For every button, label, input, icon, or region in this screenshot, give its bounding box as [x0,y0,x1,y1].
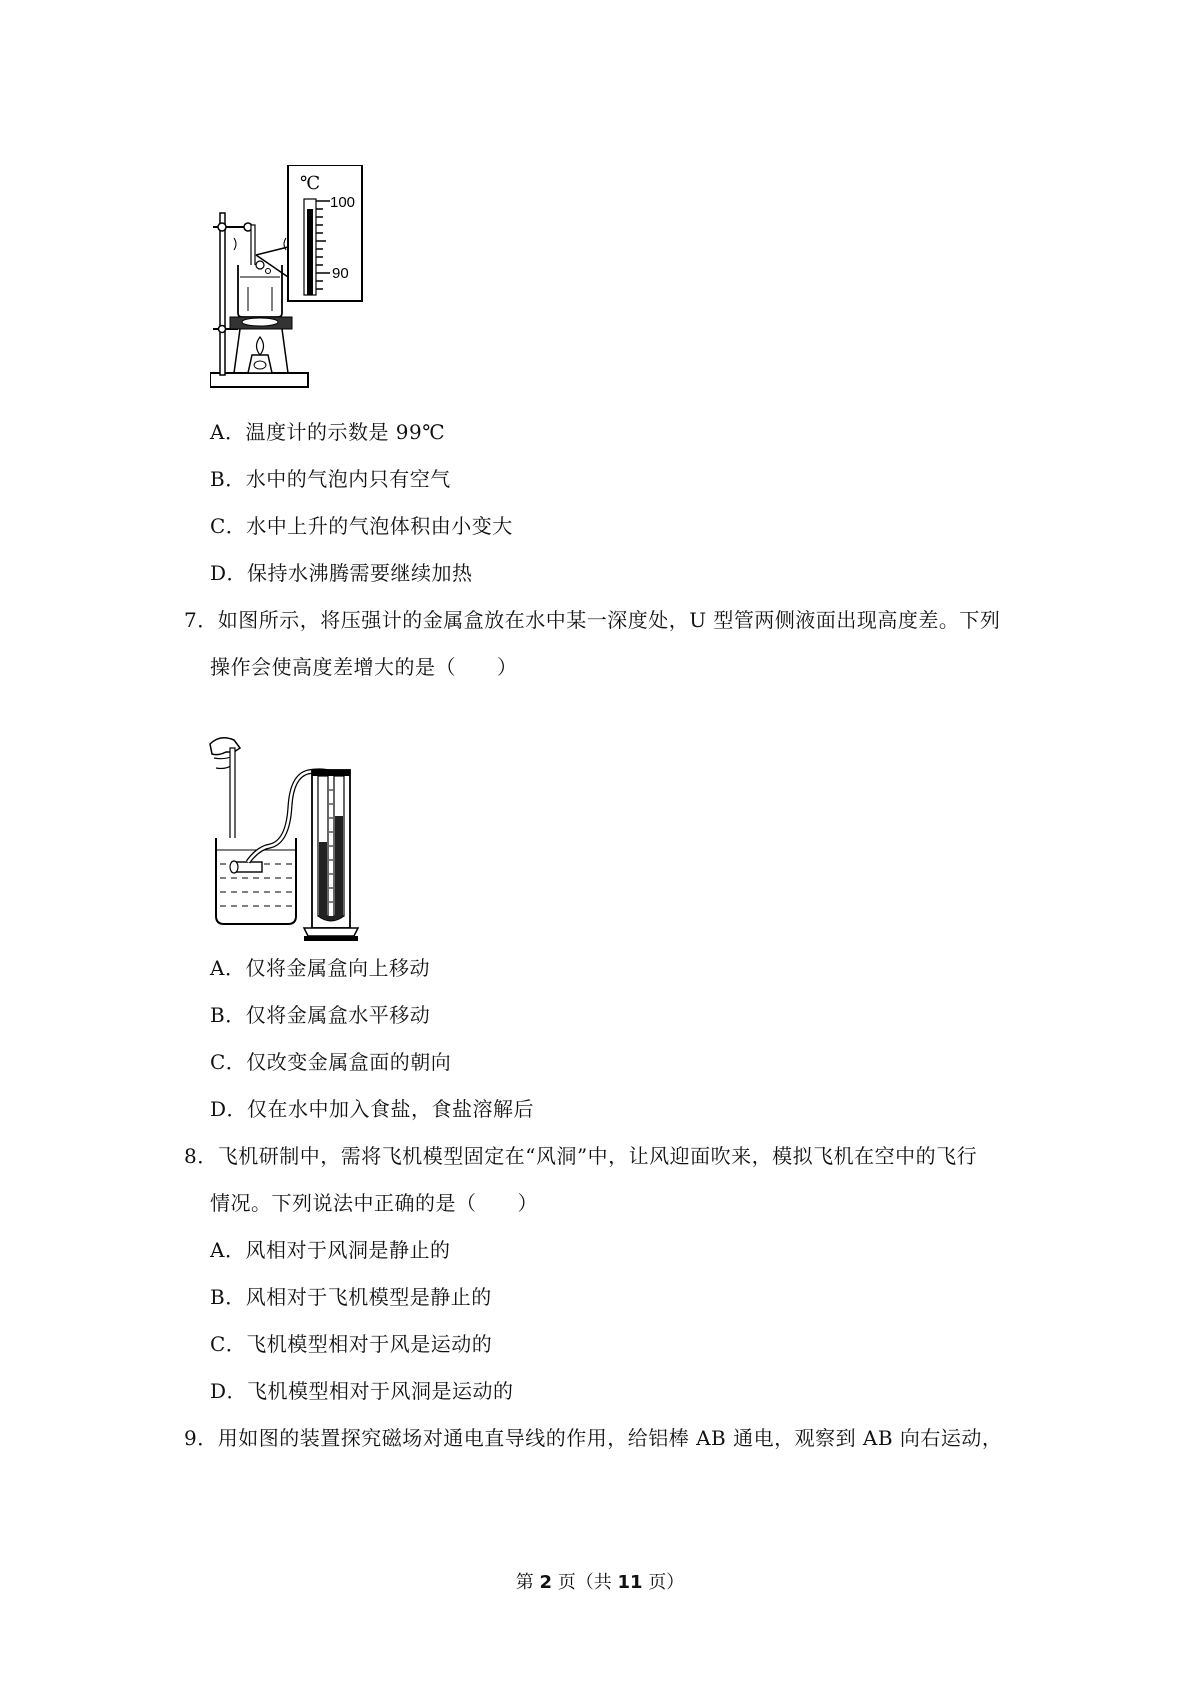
q7-stem-line2: 操作会使高度差增大的是（ ） [210,655,518,679]
q7-option-b: B．仅将金属盒水平移动 [210,1003,431,1027]
q6-option-b: B．水中的气泡内只有空气 [210,467,451,491]
unit-label: ℃ [300,173,321,194]
q7-option-a: A．仅将金属盒向上移动 [210,956,430,980]
q9-stem-line1: 9．用如图的装置探究磁场对通电直导线的作用，给铝棒 AB 通电，观察到 AB 向右运动， [184,1426,1003,1450]
q8-option-b: B．风相对于飞机模型是静止的 [210,1285,492,1309]
boiling-experiment-figure [210,165,410,405]
q6-option-c: C．水中上升的气泡体积由小变大 [210,514,513,538]
footer-prefix: 第 [515,1572,540,1593]
footer-middle: 页（共 [552,1572,618,1593]
q8-option-a: A．风相对于风洞是静止的 [210,1238,451,1262]
q8-stem-line1: 8．飞机研制中，需将飞机模型固定在“风洞”中，让风迎面吹来，模拟飞机在空中的飞行 [184,1144,978,1168]
scale-label-top: 100 [330,194,356,211]
q8-stem-line2: 情况。下列说法中正确的是（ ） [210,1191,538,1215]
q6-option-d: D．保持水沸腾需要继续加热 [210,561,473,585]
scale-label-mark: 90 [332,265,349,282]
q7-option-d: D．仅在水中加入食盐，食盐溶解后 [210,1097,535,1121]
q6-option-a: A．温度计的示数是 99℃ [210,420,446,444]
q8-option-c: C．飞机模型相对于风是运动的 [210,1332,493,1356]
q8-option-d: D．飞机模型相对于风洞是运动的 [210,1379,514,1403]
q7-stem-line1: 7．如图所示，将压强计的金属盒放在水中某一深度处，U 型管两侧液面出现高度差。下列 [184,608,1001,632]
footer-page-number: 2 [539,1572,552,1593]
pressure-gauge-figure [208,734,388,954]
footer-total-pages: 11 [617,1572,643,1593]
q7-option-c: C．仅改变金属盒面的朝向 [210,1050,452,1074]
footer-suffix: 页） [642,1572,685,1593]
page-footer [0,1571,1200,1595]
